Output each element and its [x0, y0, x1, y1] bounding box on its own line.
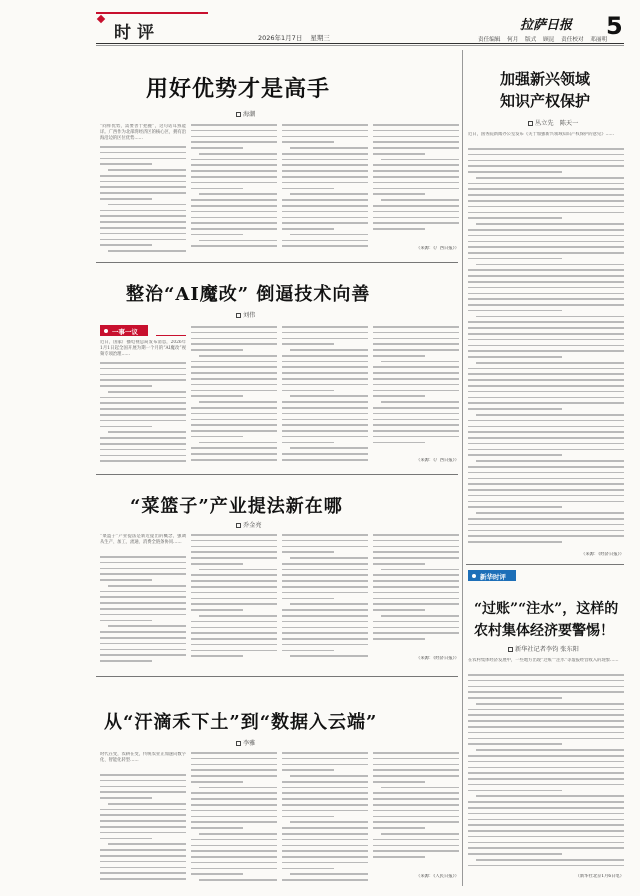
article-5-headline-line2: 知识产权保护 [500, 92, 591, 110]
source-note: （来源：《人民日报》） [416, 874, 459, 879]
article-2-text [100, 362, 186, 468]
article-3-text [100, 556, 186, 666]
article-1-text [282, 124, 368, 256]
byline-author: 李雅 [243, 740, 256, 747]
byline-author: 海潮 [243, 111, 256, 118]
header-rule [96, 43, 624, 44]
article-3-text [191, 534, 277, 666]
byline-author: 刘伟 [243, 312, 256, 319]
source-note: （来源：《广西日报》） [416, 458, 459, 463]
article-3-byline [236, 520, 262, 529]
article-1-lead: “同样优势，需要善于把握”，这句话耳熟能详。广西作为北部湾经济区的核心区，拥有沿海沿边的区位优势…… [100, 124, 186, 141]
article-3-headline: “菜篮子”产业提法新在哪 [130, 496, 343, 517]
article-1-text [373, 124, 459, 242]
article-6-source [468, 874, 624, 882]
editor-credit: 顾昆 [543, 37, 555, 43]
weekday-text: 星期三 [310, 34, 330, 42]
article-3-source [373, 656, 459, 664]
article-2-text [191, 326, 277, 468]
article-6-text [468, 674, 624, 870]
article-2-text [282, 326, 368, 468]
article-2-source [373, 458, 459, 466]
article-4-text [191, 752, 277, 886]
article-4-byline [236, 738, 255, 747]
article-6-lead: 在农村集体经济发展中，一些地方出现“过账”“注水”等虚报经营收入的现象…… [468, 658, 619, 663]
article-5-byline [528, 118, 578, 127]
article-4-source [373, 874, 459, 882]
section-title: 时评 [114, 23, 160, 43]
byline-author: 丛立先 陈天一 [535, 120, 579, 127]
article-4-text [282, 752, 368, 886]
newspaper-logo: 拉萨日报 [520, 18, 573, 33]
byline-author: 新华社记者李钧 张东阳 [515, 646, 579, 653]
section-rule [96, 262, 458, 263]
page-number: 5 [606, 12, 623, 40]
section-rule [466, 564, 624, 565]
article-2-text [373, 326, 459, 454]
editor-credits [478, 35, 612, 43]
source-note: （来源：《经济日报》） [416, 656, 459, 661]
issue-date [258, 33, 336, 42]
bullet-icon [472, 574, 476, 578]
diamond-icon [97, 15, 105, 23]
article-3-text [373, 534, 459, 652]
editor-credit: 何月 [507, 37, 519, 43]
masthead [0, 0, 640, 42]
article-5-text [468, 148, 624, 548]
article-5-source [468, 552, 624, 560]
article-4-text [373, 752, 459, 870]
byline-author: 乔金亮 [243, 522, 262, 529]
tag-label: 一事一议 [112, 328, 138, 336]
article-5-lead: 近日，国务院新闻办公室发布《关于加强新兴领域知识产权保护的意见》…… [468, 132, 615, 137]
article-2-byline [236, 310, 255, 319]
article-1-source [373, 246, 459, 254]
article-6-headline-line2: 农村集体经济要警惕！ [474, 623, 614, 639]
section-rule [96, 474, 458, 475]
editor-credit: 版式 [525, 37, 537, 43]
article-4-lead: 时代在变，农耕在变，传统农业正加速向数字化、智能化转型…… [100, 752, 186, 763]
tag-underline [156, 335, 186, 336]
article-2-tag [100, 325, 148, 336]
editor-credit: 邓丽明 [590, 37, 608, 43]
section-label-box [96, 12, 208, 42]
date-text: 2026年1月7日 [258, 34, 303, 42]
editor-credit: 责任编辑 [478, 37, 501, 43]
article-3-text [282, 534, 368, 666]
source-note: （来源：《广西日报》） [416, 246, 459, 251]
section-rule [96, 676, 458, 677]
column-divider [462, 50, 463, 886]
article-6-tag [468, 570, 516, 581]
article-5-headline-line1: 加强新兴领域 [500, 70, 591, 88]
bullet-icon [104, 329, 108, 333]
article-1-headline: 用好优势才是高手 [146, 76, 331, 102]
article-6-headline-line1: “过账”“注水”，这样的 [474, 601, 619, 617]
tag-label: 新华时评 [480, 573, 506, 581]
article-1-text [100, 146, 186, 258]
article-1-byline [236, 109, 255, 118]
article-4-headline: 从“汗滴禾下土”到“数据入云端” [104, 712, 378, 733]
header-rule-thin [96, 45, 624, 46]
article-2-lead: 近日，国家广播电视总局发布消息，2026年1月1日起全国开展为期一个月的“AI魔改”视频专项治理…… [100, 340, 186, 357]
source-note: （来源：《经济日报》） [581, 552, 624, 557]
article-2-headline: 整治“AI魔改” 倒逼技术向善 [126, 284, 371, 305]
editor-credit: 责任校对 [561, 37, 584, 43]
article-4-text [100, 774, 186, 886]
article-1-text [191, 124, 277, 256]
article-6-byline [508, 644, 579, 653]
article-3-lead: “菜篮子”产业提法是新近提出的概念，强调从生产、加工、流通、消费全链条协同…… [100, 534, 186, 545]
source-note: （新华社北京1月6日电） [575, 874, 624, 879]
